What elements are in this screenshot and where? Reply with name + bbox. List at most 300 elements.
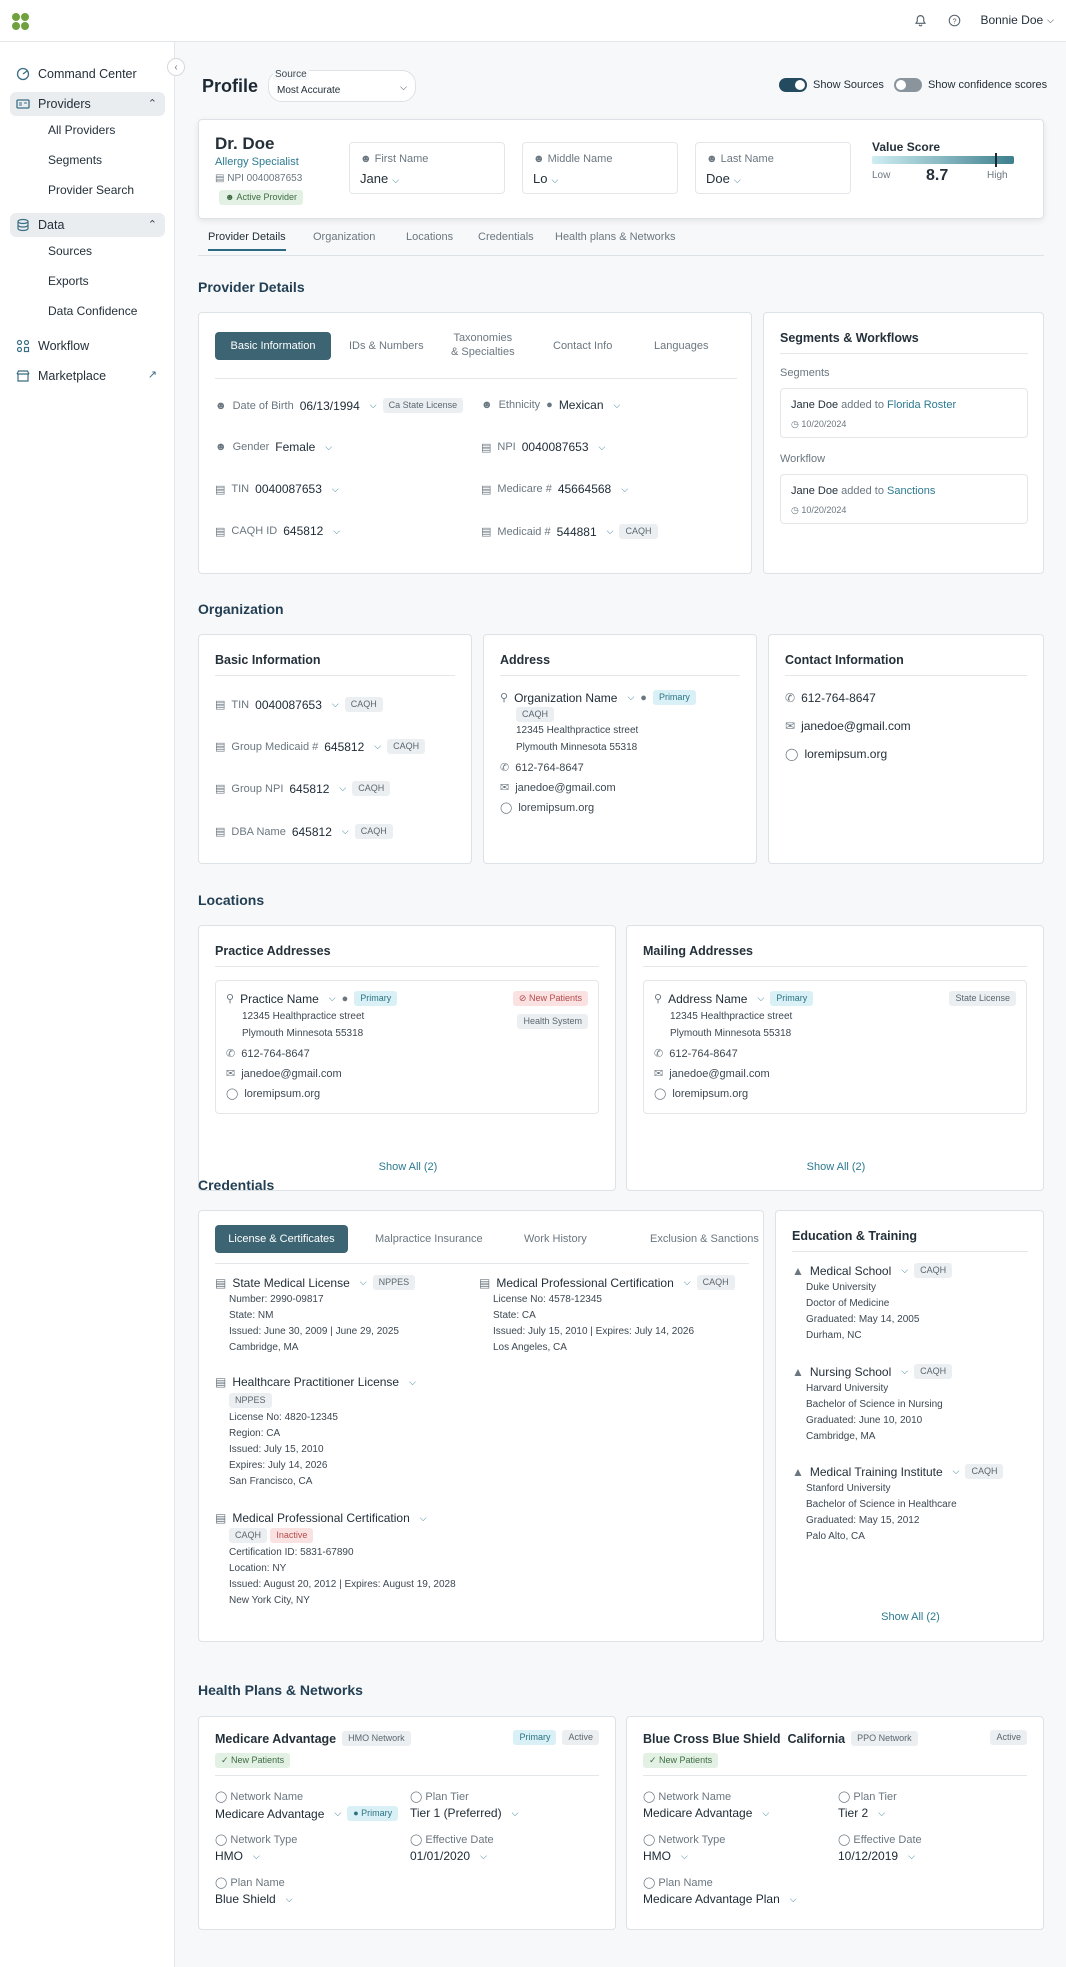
group-npi-value: 645812 [289,781,330,796]
education-card [775,1210,1044,1642]
plan-badges [990,1730,1027,1745]
group-npi-field[interactable] [215,781,390,796]
organization-title: Organization [198,601,284,617]
tab-taxonomies[interactable] [451,331,515,359]
plan-tier-field[interactable] [410,1806,518,1820]
education-title-text: Nursing School [809,1364,892,1379]
value-score-number: 8.7 [926,167,949,184]
network-name-field[interactable] [643,1806,769,1820]
practice-show-all-link[interactable]: Show All (2) [378,1161,438,1173]
npi-label: NPI [497,441,516,453]
last-name-label: Last Name [720,153,774,165]
chevron-up-icon: ⌃ [147,98,157,110]
org-name-field[interactable] [500,690,696,705]
npi-value: 0040087653 [521,440,589,454]
sidebar-item-workflow[interactable] [10,334,165,358]
sidebar-item-providers[interactable] [10,92,165,116]
tab-license-certificates[interactable]: License & Certificates [215,1225,348,1253]
practice-address-item[interactable] [215,980,599,1114]
plan-card [198,1716,616,1930]
phone-icon: ✆ [654,1048,664,1060]
medicare-label: Medicare # [497,483,552,495]
plan-badges [513,1730,599,1745]
mailing-addresses-card [626,925,1044,1191]
network-name-value: Medicare Advantage [215,1806,325,1821]
credential-line: Issued: June 30, 2009 | June 29, 2025 [229,1326,399,1337]
segments-workflows-card [763,312,1044,574]
gender-field[interactable] [215,440,332,454]
npi-field[interactable] [481,440,605,454]
source-badge: CAQH [352,781,390,796]
divider [215,966,599,967]
tab-ids-numbers[interactable]: IDs & Numbers [349,340,424,352]
effective-date-label: Effective Date [425,1834,494,1846]
credential-line: Cambridge, MA [229,1342,299,1353]
group-medicaid-field[interactable] [215,739,425,754]
network-name-field[interactable] [215,1806,398,1821]
globe-icon: ◯ [215,1834,231,1846]
help-icon[interactable] [946,12,962,28]
org-email-value: janedoe@gmail.com [515,781,616,794]
effective-date-value: 01/01/2020 [410,1849,471,1863]
new-patients-text: New Patients [231,1755,285,1765]
active-badge: Active [562,1730,599,1745]
chevron-down-icon: ⌵ [480,1850,487,1861]
source-badge: CAQH [516,707,554,722]
segment-item[interactable] [780,388,1028,438]
graduation-cap-icon: ▲ [792,1464,804,1479]
education-item[interactable] [792,1263,1032,1344]
chevron-down-icon: ⌵ [551,175,559,185]
network-type-field[interactable] [643,1849,688,1863]
mailing-street: 12345 Healthpractice street [670,1011,793,1022]
medicaid-label: Medicaid # [497,525,551,538]
education-line: Duke University [806,1282,877,1293]
plan-name: Blue Cross Blue Shield California [643,1731,846,1746]
tab-credentials[interactable]: Credentials [478,231,534,243]
source-badge: NPPES [373,1275,416,1290]
dob-field[interactable] [215,398,463,413]
source-badge: CAQH [914,1364,952,1379]
info-icon: ● [546,399,553,411]
caqh-field[interactable] [215,524,340,538]
globe-icon: ◯ [838,1834,854,1846]
id-card-icon: ▤ [215,783,226,795]
provider-npi [215,173,302,184]
network-badge: PPO Network [851,1731,918,1746]
mailing-web-value: loremipsum.org [672,1087,749,1100]
chevron-down-icon: ⌵ [359,1277,367,1287]
education-title-text: Medical School [809,1263,892,1278]
mail-icon: ✉ [500,782,510,794]
dashboard-icon [16,67,30,81]
first-name-field[interactable] [349,142,505,194]
chevron-down-icon: ⌵ [1047,14,1054,25]
globe-icon: ◯ [643,1877,659,1889]
org-contact-title: Contact Information [785,653,904,667]
credential-title: Medical Professional Certification [496,1275,674,1290]
sidebar [0,42,178,1967]
status-badge [219,190,303,205]
credential-item[interactable] [215,1511,515,1609]
user-icon: ☻ [215,441,227,453]
chevron-down-icon: ⌵ [400,82,407,92]
app-logo[interactable] [12,13,30,31]
plan-tier-value: Tier 2 [838,1806,869,1820]
plan-name-field[interactable] [215,1892,293,1906]
org-tin-field[interactable] [215,697,383,712]
caqh-value: 645812 [283,524,324,538]
blocked-icon: ⊘ [518,993,529,1003]
education-item[interactable] [792,1364,1032,1445]
middle-name-field[interactable] [522,142,678,194]
address-name-field[interactable] [654,991,813,1006]
workflow-added: added to [841,485,884,497]
tab-taxonomies-line2: & Specialties [451,346,515,358]
globe-icon: ◯ [500,802,513,814]
chevron-down-icon: ⌵ [333,525,341,536]
practice-addresses-card [198,925,616,1191]
plan-tier-field[interactable] [838,1806,885,1820]
divider [785,675,1027,676]
chevron-down-icon: ⌵ [511,1807,519,1818]
chevron-down-icon: ⌵ [331,483,339,494]
practice-phone[interactable] [226,1047,310,1060]
chevron-down-icon: ⌵ [285,1893,293,1904]
gender-label: Gender [232,441,270,453]
sidebar-item-label: Workflow [38,339,90,353]
collapse-sidebar-button[interactable] [167,58,185,76]
network-type-field[interactable] [215,1849,260,1863]
info-icon: ● [640,691,647,704]
graduation-cap-icon: ▲ [792,1263,804,1278]
middle-name-label: Middle Name [547,153,613,165]
mail-icon: ✉ [785,719,796,733]
mailing-email-value: janedoe@gmail.com [669,1067,770,1080]
ethnicity-label: Ethnicity [498,399,541,411]
credential-item[interactable] [215,1275,475,1356]
sidebar-item-label: Data [38,218,65,232]
education-title: Education & Training [792,1229,918,1243]
effective-date-field[interactable] [838,1849,915,1863]
medicaid-field[interactable] [481,524,658,539]
network-name-value: Medicare Advantage [643,1806,753,1820]
org-email[interactable] [500,781,616,794]
medicare-field[interactable] [481,482,628,496]
last-name-field[interactable] [695,142,851,194]
mailing-web[interactable] [654,1087,748,1100]
sidebar-item-data[interactable] [10,213,165,237]
clock-icon: ◷ [791,505,802,515]
org-address-card [483,634,757,864]
network-type-label: Network Type [230,1834,298,1846]
phone-icon: ✆ [785,691,796,705]
sidebar-item-command-center[interactable] [10,62,165,86]
plan-name: Medicare Advantage [215,1731,337,1746]
source-badge: CAQH [914,1263,952,1278]
dba-field[interactable] [215,824,393,839]
segment-person: Jane Doe [791,399,839,411]
chevron-down-icon: ⌵ [789,1893,797,1904]
source-select[interactable] [268,70,416,102]
user-icon: ☻ [533,153,548,165]
divider [792,1251,1028,1252]
sidebar-item-marketplace[interactable] [10,364,165,388]
org-basic-title: Basic Information [215,653,321,667]
credential-line: Issued: July 15, 2010 | Expires: July 14, 2026 [493,1326,695,1337]
segments-title: Segments & Workflows [780,331,919,345]
mail-icon: ✉ [654,1068,664,1080]
ethnicity-value: Mexican [558,398,604,412]
plan-name-value: Blue Shield [215,1892,276,1906]
globe-icon: ◯ [785,747,799,761]
practice-web[interactable] [226,1087,320,1100]
chevron-up-icon: ⌃ [147,219,157,231]
org-basic-card [198,634,472,864]
ethnicity-field[interactable] [481,398,620,412]
contact-phone[interactable] [785,691,876,705]
new-patients-text: New Patients [659,1755,713,1765]
practice-email[interactable] [226,1067,342,1080]
location-pin-icon: ⚲ [654,993,663,1005]
provider-details-title: Provider Details [198,279,305,295]
practice-name-field[interactable] [226,991,397,1006]
divider [215,1263,749,1264]
workflow-item[interactable] [780,474,1028,524]
practice-street: 12345 Healthpractice street [242,1011,365,1022]
segment-added: added to [841,399,884,411]
mailing-phone[interactable] [654,1047,738,1060]
status-text: Active Provider [236,192,298,202]
chevron-down-icon: ⌵ [681,1850,688,1861]
credential-line: San Francisco, CA [229,1476,313,1487]
globe-icon: ◯ [838,1791,854,1803]
user-icon: ☻ [225,192,237,202]
primary-text: Primary [361,1808,393,1818]
segment-date: 10/20/2024 [801,419,847,429]
sidebar-subitem-segments[interactable]: Segments [48,153,103,167]
chevron-down-icon: ⌵ [952,1466,960,1476]
id-card-icon [16,97,30,111]
locations-title: Locations [198,892,265,908]
external-link-icon: ↗ [147,369,157,381]
network-type-value: HMO [643,1849,671,1863]
chevron-down-icon: ⌵ [369,400,377,410]
credential-line: Expires: July 14, 2026 [229,1460,328,1471]
user-menu[interactable] [980,13,1054,27]
clock-icon: ◷ [791,419,802,429]
network-name-label: Network Name [230,1791,304,1803]
divider [643,1775,1027,1776]
sidebar-subitem-all-providers[interactable]: All Providers [48,123,116,137]
tin-field[interactable] [215,482,339,496]
tab-basic-information[interactable]: Basic Information [215,332,331,360]
workflow-date: 10/20/2024 [801,505,847,515]
org-web-value: loremipsum.org [518,801,595,814]
credential-line: State: NM [229,1310,274,1321]
tab-organization[interactable]: Organization [313,231,376,243]
svg-text:?: ? [952,15,957,25]
segments-label: Segments [780,367,830,379]
plan-name-field[interactable] [643,1892,797,1906]
chevron-down-icon: ⌵ [762,1807,770,1818]
mailing-address-item[interactable] [643,980,1027,1114]
inactive-badge: Inactive [270,1528,313,1543]
check-icon: ✓ [221,1755,232,1765]
education-show-all-link[interactable]: Show All (2) [881,1611,940,1623]
org-address-title: Address [500,653,551,667]
tab-work-history[interactable]: Work History [524,1233,587,1245]
low-label: Low [872,170,891,181]
chevron-down-icon: ⌵ [341,826,349,836]
globe-icon: ◯ [215,1877,231,1889]
user-icon: ☻ [360,153,375,165]
bell-icon[interactable] [912,12,928,28]
network-type-value: HMO [215,1849,243,1863]
education-line: Durham, NC [806,1330,862,1341]
chevron-down-icon: ⌵ [325,441,333,452]
source-badge: NPPES [229,1393,272,1408]
source-value: Most Accurate [277,85,341,96]
globe-icon: ◯ [643,1791,659,1803]
globe-icon: ◯ [410,1791,426,1803]
chevron-down-icon: ⌵ [606,526,614,536]
education-item[interactable] [792,1464,1032,1545]
divider [215,1775,599,1776]
credential-line: Issued: August 20, 2012 | Expires: August 19, 2028 [229,1579,456,1590]
id-card-icon: ▤ [215,741,226,753]
chevron-down-icon: ⌵ [733,175,741,185]
education-line: Harvard University [806,1383,889,1394]
primary-badge [347,1806,398,1821]
certificate-icon: ▤ [479,1275,491,1290]
provider-specialty[interactable]: Allergy Specialist [215,156,299,168]
id-card-icon: ▤ [215,173,228,184]
new-patients-badge [513,991,588,1006]
show-confidence-toggle[interactable] [894,78,922,92]
tab-contact-info[interactable]: Contact Info [553,340,613,352]
tab-health-plans[interactable]: Health plans & Networks [555,231,676,243]
tab-locations[interactable]: Locations [406,231,454,243]
mailing-title: Mailing Addresses [643,944,753,958]
network-badge: HMO Network [342,1731,411,1746]
mail-icon: ✉ [226,1068,236,1080]
plan-name-label: Plan Name [658,1877,713,1889]
segment-target[interactable]: Florida Roster [887,399,957,411]
contact-email[interactable] [785,719,911,733]
practice-city: Plymouth Minnesota 55318 [242,1028,364,1039]
credential-item[interactable] [215,1375,475,1490]
source-badge: CAQH [387,739,425,754]
credential-line: New York City, NY [229,1595,310,1606]
tab-malpractice[interactable]: Malpractice Insurance [375,1233,483,1245]
org-web[interactable] [500,801,594,814]
credential-line: Region: CA [229,1428,281,1439]
credentials-card [198,1210,764,1642]
practice-phone-value: 612-764-8647 [241,1047,310,1060]
workflow-icon [16,339,30,353]
credential-line: License No: 4578-12345 [493,1294,602,1305]
top-bar [0,0,1066,42]
id-card-icon: ▤ [481,483,492,496]
workflow-target[interactable]: Sanctions [887,485,936,497]
primary-badge: Primary [354,991,397,1006]
education-line: Bachelor of Science in Nursing [806,1399,943,1410]
contact-web[interactable] [785,747,887,761]
source-badge: CAQH [345,697,383,712]
divider [780,353,1028,354]
education-title-text: Medical Training Institute [809,1464,943,1479]
globe-icon: ◯ [410,1834,426,1846]
sidebar-item-label: Marketplace [38,369,107,383]
contact-web-value: loremipsum.org [804,747,888,761]
mailing-show-all-link[interactable]: Show All (2) [806,1161,866,1173]
first-name-label: First Name [374,153,429,165]
divider [500,675,740,676]
chevron-down-icon: ⌵ [331,699,339,709]
source-badge: CAQH [965,1464,1003,1479]
medicare-value: 45664568 [557,482,612,496]
source-label: Source [275,69,307,80]
sidebar-subitem-exports[interactable]: Exports [48,274,89,288]
credential-line: Issued: July 15, 2010 [229,1444,324,1455]
database-icon [16,218,30,232]
sidebar-item-label: Command Center [38,67,137,81]
contact-phone-value: 612-764-8647 [801,691,876,705]
high-label: High [987,170,1008,181]
tab-exclusion-sanctions[interactable]: Exclusion & Sanctions [650,1233,759,1245]
education-line: Cambridge, MA [806,1431,876,1442]
chevron-down-icon: ⌵ [598,441,606,452]
show-sources-toggle[interactable] [779,78,807,92]
plan-tier-value: Tier 1 (Preferred) [410,1806,502,1820]
tin-label: TIN [231,483,250,495]
plan-tier-label: Plan Tier [853,1791,897,1803]
effective-date-field[interactable] [410,1849,487,1863]
tab-languages[interactable]: Languages [654,340,709,352]
chevron-left-icon: ‹ [174,61,178,73]
dob-value: 06/13/1994 [299,398,360,413]
id-card-icon: ▤ [481,526,492,538]
globe-icon: ◯ [226,1088,239,1100]
caqh-label: CAQH ID [231,525,278,537]
chevron-down-icon: ⌵ [374,741,382,751]
sidebar-subitem-provider-search[interactable]: Provider Search [48,183,135,197]
org-phone[interactable] [500,761,584,774]
credential-title: Medical Professional Certification [232,1511,410,1525]
credential-item[interactable] [479,1275,749,1356]
tab-provider-details[interactable]: Provider Details [208,231,286,251]
mailing-city: Plymouth Minnesota 55318 [670,1028,792,1039]
certificate-icon: ▤ [215,1511,227,1525]
health-system-badge: Health System [517,1014,588,1029]
chevron-down-icon: ⌵ [627,692,635,702]
education-line: Stanford University [806,1483,891,1494]
user-icon: ☻ [481,399,493,411]
value-score-marker [995,153,997,167]
sidebar-subitem-data-confidence[interactable]: Data Confidence [48,304,138,318]
mailing-email[interactable] [654,1067,770,1080]
sidebar-subitem-sources[interactable]: Sources [48,244,93,258]
value-score [872,140,1022,200]
user-icon: ☻ [706,153,721,165]
sidebar-item-label: Providers [38,97,91,111]
show-sources-label: Show Sources [813,79,884,91]
state-license-badge: State License [949,991,1016,1006]
effective-date-label: Effective Date [853,1834,922,1846]
dba-label: DBA Name [231,825,286,838]
practice-title: Practice Addresses [215,944,331,958]
